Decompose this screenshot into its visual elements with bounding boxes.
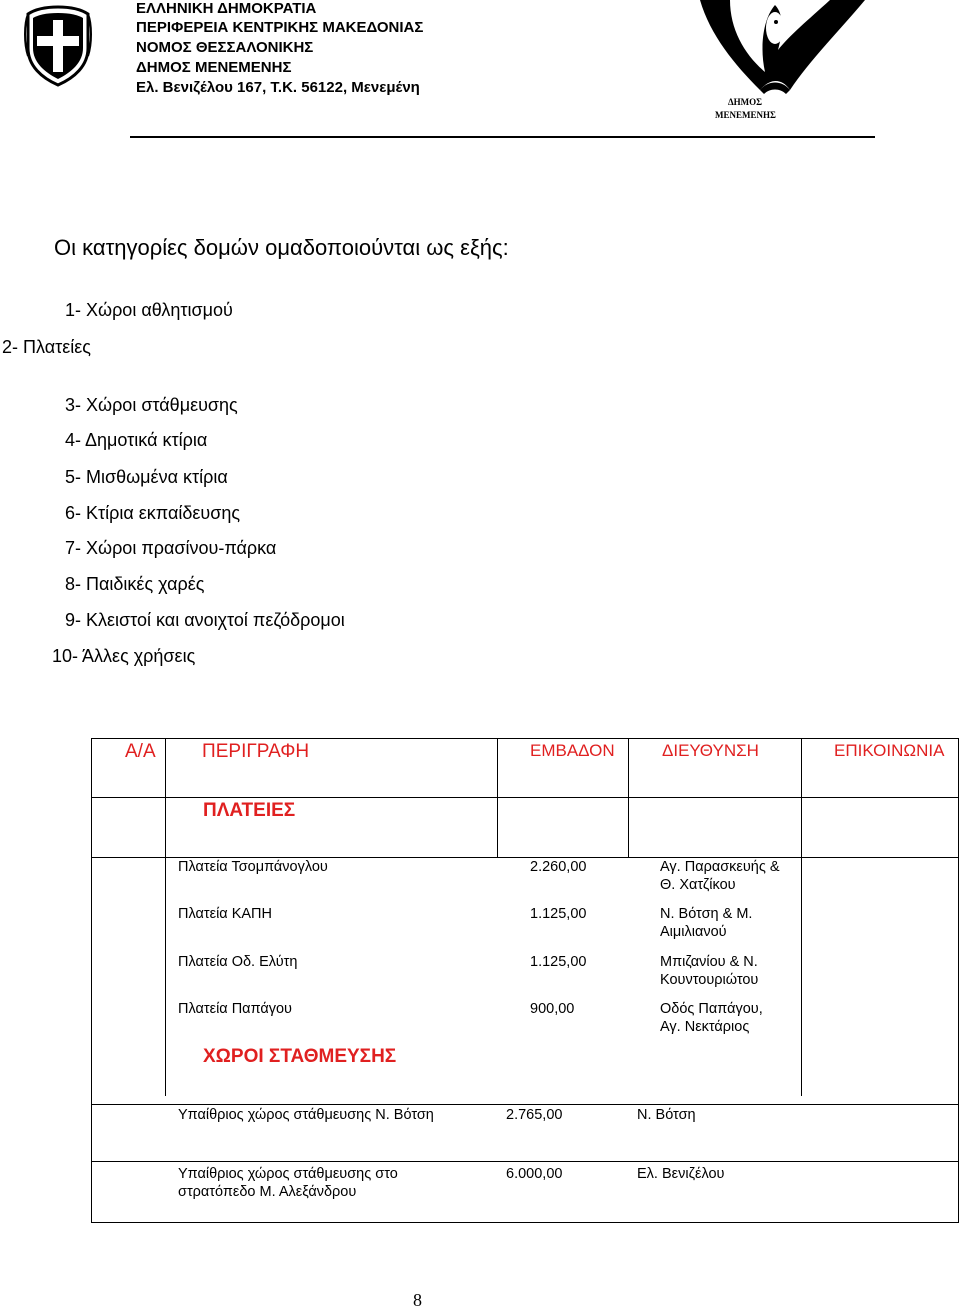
page-number: 8 bbox=[413, 1290, 422, 1310]
table-cell-name: Υπαίθριος χώρος στάθμευσης Ν. Βότση bbox=[178, 1107, 434, 1123]
column-header-address: ΔΙΕΥΘΥΝΣΗ bbox=[662, 741, 759, 760]
table-cell-area: 1.125,00 bbox=[530, 954, 587, 970]
table-border bbox=[91, 1222, 959, 1223]
table-cell-name: Πλατεία Τσομπάνογλου bbox=[178, 859, 328, 875]
table-cell-address: Οδός Παπάγου, bbox=[660, 1001, 763, 1017]
table-border bbox=[91, 738, 959, 739]
table-cell-address: Ν. Βότση bbox=[637, 1107, 696, 1123]
table-cell-name: Υπαίθριος χώρος στάθμευσης στο bbox=[178, 1166, 398, 1182]
header-line-address: Ελ. Βενιζέλου 167, Τ.Κ. 56122, Μενεμένη bbox=[136, 79, 420, 96]
table-border bbox=[628, 738, 629, 858]
table-cell-address: Κουντουριώτου bbox=[660, 972, 759, 988]
logo-caption-line2: ΜΕΝΕΜΕΝΗΣ bbox=[715, 110, 776, 120]
table-cell-area: 6.000,00 bbox=[506, 1166, 563, 1182]
table-border bbox=[91, 738, 92, 1223]
table-border bbox=[958, 738, 959, 1223]
header-line-republic: ΕΛΛΗΝΙΚΗ ΔΗΜΟΚΡΑΤΙΑ bbox=[136, 0, 317, 17]
table-cell-address: Ελ. Βενιζέλου bbox=[637, 1166, 725, 1182]
header-divider bbox=[130, 136, 875, 138]
section-title-parking: ΧΩΡΟΙ ΣΤΑΘΜΕΥΣΗΣ bbox=[203, 1046, 397, 1067]
category-item: 2- Πλατείες bbox=[2, 337, 91, 357]
table-cell-address: Θ. Χατζίκου bbox=[660, 877, 736, 893]
table-border bbox=[91, 1161, 959, 1162]
table-cell-address: Αγ. Παρασκευής & bbox=[660, 859, 780, 875]
column-header-area: ΕΜΒΑΔΟΝ bbox=[530, 741, 615, 760]
column-header-contact: ΕΠΙΚΟΙΝΩΝΙΑ bbox=[834, 741, 945, 760]
table-cell-area: 900,00 bbox=[530, 1001, 575, 1017]
table-cell-name: Πλατεία ΚΑΠΗ bbox=[178, 906, 272, 922]
header-line-region: ΠΕΡΙΦΕΡΕΙΑ ΚΕΝΤΡΙΚΗΣ ΜΑΚΕΔΟΝΙΑΣ bbox=[136, 19, 424, 36]
table-border bbox=[801, 738, 802, 1096]
logo-caption-line1: ΔΗΜΟΣ bbox=[728, 97, 763, 107]
header-line-municipality: ΔΗΜΟΣ ΜΕΝΕΜΕΝΗΣ bbox=[136, 59, 292, 76]
intro-text: Οι κατηγορίες δομών ομαδοποιούνται ως εξής: bbox=[54, 235, 509, 260]
category-item: 4- Δημοτικά κτίρια bbox=[65, 430, 208, 450]
category-item: 8- Παιδικές χαρές bbox=[65, 574, 205, 594]
greek-coat-of-arms-emblem bbox=[22, 4, 94, 88]
header-line-prefecture: ΝΟΜΟΣ ΘΕΣΣΑΛΟΝΙΚΗΣ bbox=[136, 39, 314, 56]
category-item: 6- Κτίρια εκπαίδευσης bbox=[65, 503, 241, 523]
table-border bbox=[165, 738, 166, 1096]
column-header-description: ΠΕΡΙΓΡΑΦΗ bbox=[202, 741, 310, 762]
category-item: 3- Χώροι στάθμευσης bbox=[65, 395, 238, 415]
category-item: 9- Κλειστοί και ανοιχτοί πεζόδρομοι bbox=[65, 610, 345, 630]
category-item: 10- Άλλες χρήσεις bbox=[52, 646, 196, 666]
table-border bbox=[91, 1104, 959, 1105]
category-item: 1- Χώροι αθλητισμού bbox=[65, 300, 233, 320]
table-border bbox=[91, 797, 959, 798]
table-cell-area: 2.260,00 bbox=[530, 859, 587, 875]
category-item: 5- Μισθωμένα κτίρια bbox=[65, 467, 228, 487]
table-cell-area: 1.125,00 bbox=[530, 906, 587, 922]
category-item: 7- Χώροι πρασίνου-πάρκα bbox=[65, 538, 277, 558]
table-cell-name: Πλατεία Οδ. Ελύτη bbox=[178, 954, 298, 970]
column-header-aa: Α/Α bbox=[125, 741, 156, 762]
table-cell-address: Αιμιλιανού bbox=[660, 924, 727, 940]
table-cell-address: Ν. Βότση & Μ. bbox=[660, 906, 753, 922]
table-border bbox=[497, 738, 498, 858]
table-cell-address: Μπιζανίου & Ν. bbox=[660, 954, 758, 970]
section-title-squares: ΠΛΑΤΕΙΕΣ bbox=[203, 800, 296, 821]
table-cell-name: Πλατεία Παπάγου bbox=[178, 1001, 292, 1017]
table-cell-address: Αγ. Νεκτάριος bbox=[660, 1019, 750, 1035]
table-cell-name: στρατόπεδο Μ. Αλεξάνδρου bbox=[178, 1184, 357, 1200]
table-cell-area: 2.765,00 bbox=[506, 1107, 563, 1123]
